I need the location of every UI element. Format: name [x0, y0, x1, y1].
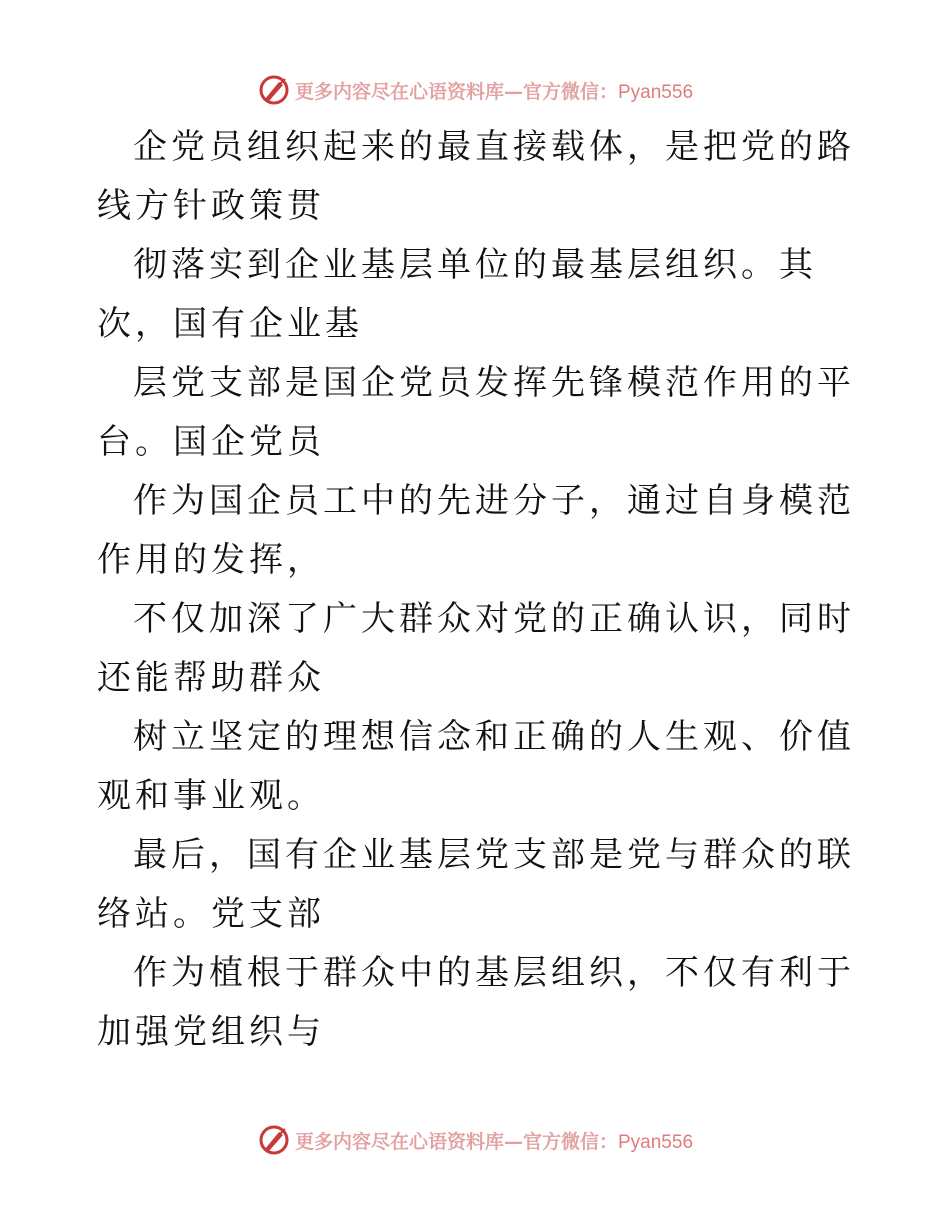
footer-banner-text	[295, 1127, 693, 1154]
paragraph: 树立坚定的理想信念和正确的人生观、价值观和事业观。	[97, 717, 855, 816]
paragraph: 层党支部是国企党员发挥先锋模范作用的平台。国企党员	[97, 363, 855, 462]
footer-banner-wechat-id: Pyan556	[618, 1131, 694, 1153]
footer-banner-cn: 更多内容尽在心语资料库—官方微信：	[294, 1130, 618, 1153]
header-banner-cn: 更多内容尽在心语资料库—官方微信：	[294, 80, 618, 103]
paragraph: 彻落实到企业基层单位的最基层组织。其次，国有企业基	[97, 245, 817, 344]
quill-logo-icon	[257, 73, 291, 107]
header-banner-text	[295, 77, 693, 104]
header-watermark-banner	[0, 70, 950, 110]
quill-logo-icon	[257, 1123, 291, 1157]
header-banner-wechat-id: Pyan556	[618, 81, 694, 103]
document-body	[97, 118, 857, 1062]
footer-watermark-banner	[0, 1120, 950, 1160]
paragraph: 不仅加深了广大群众对党的正确认识，同时还能帮助群众	[97, 599, 855, 698]
paragraph: 作为植根于群众中的基层组织，不仅有利于加强党组织与	[97, 953, 855, 1052]
paragraph: 最后，国有企业基层党支部是党与群众的联络站。党支部	[97, 835, 855, 934]
paragraph: 作为国企员工中的先进分子，通过自身模范作用的发挥，	[97, 481, 855, 580]
paragraph: 企党员组织起来的最直接载体，是把党的路线方针政策贯	[97, 127, 855, 226]
